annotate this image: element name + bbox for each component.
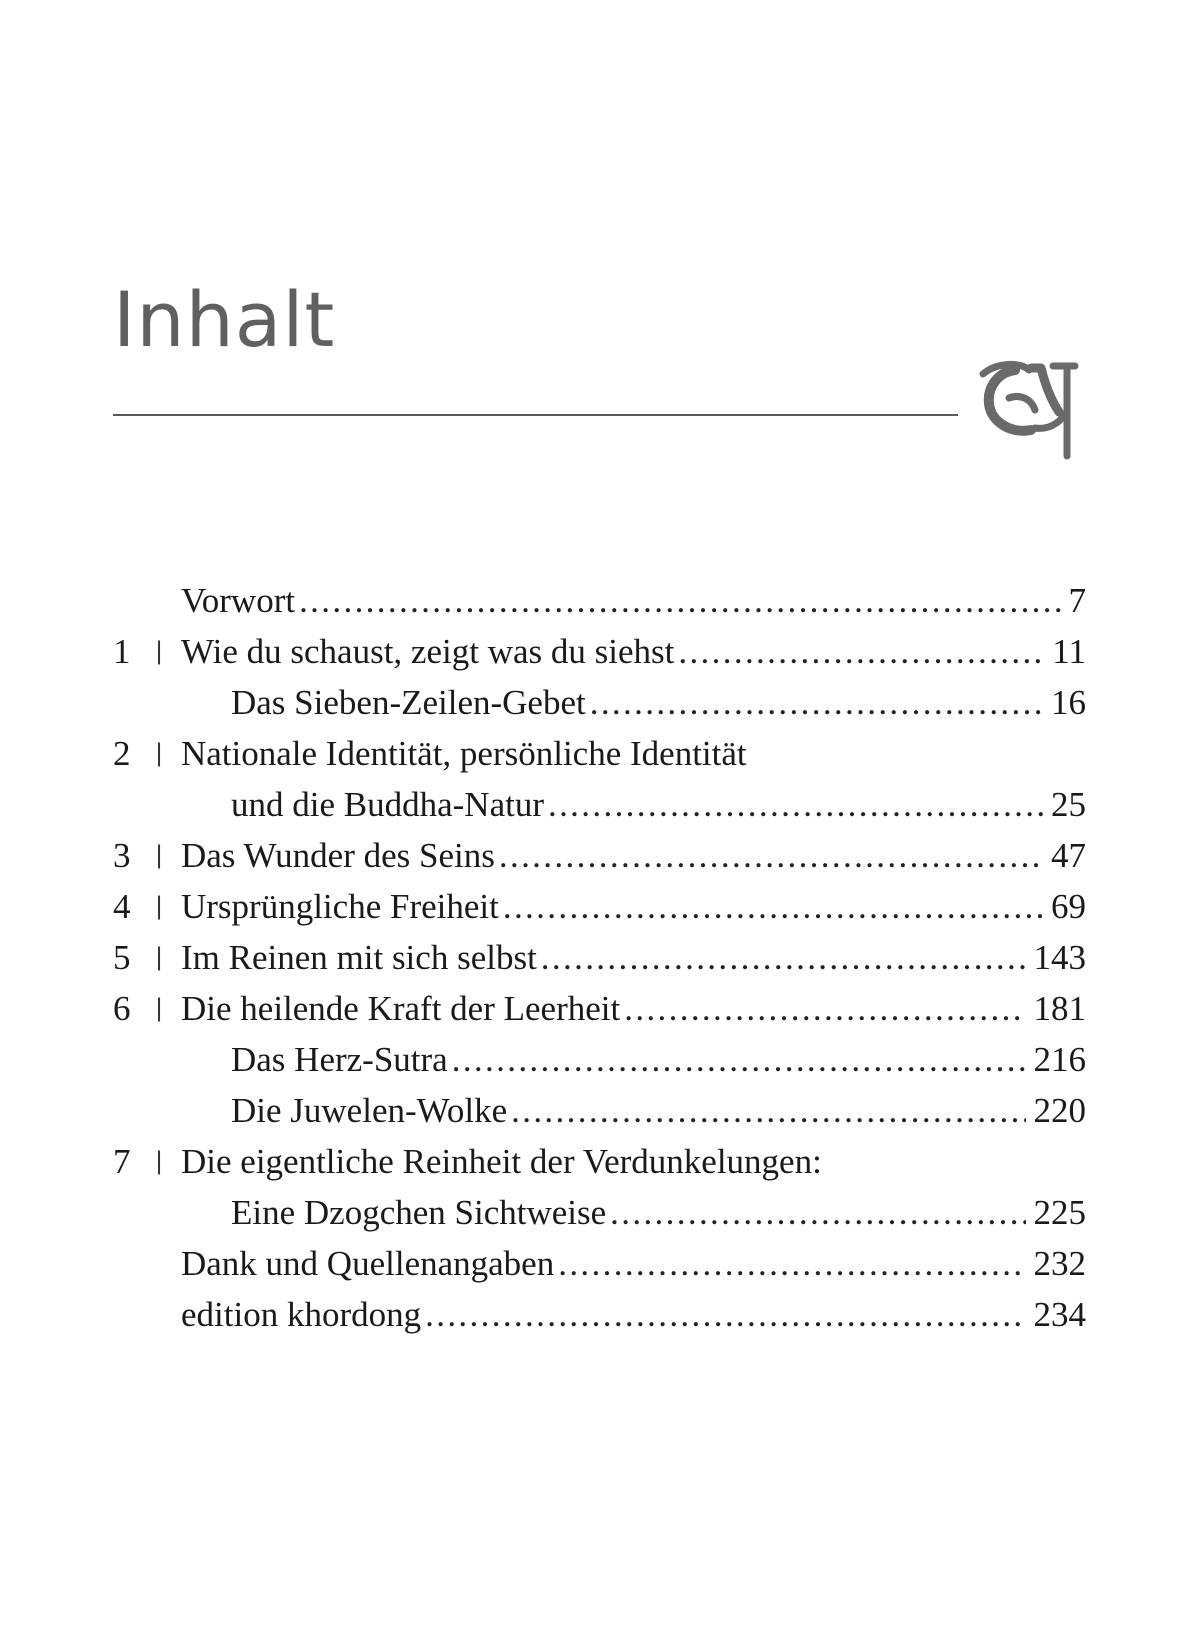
toc-entry (0, 677, 1178, 728)
dot-leader (511, 1085, 1025, 1136)
chapter-number: 3 (113, 836, 131, 875)
dot-leader (610, 1187, 1025, 1238)
table-of-contents (0, 575, 1178, 1340)
chapter-number: 4 (113, 887, 131, 926)
chapter-separator: | (154, 994, 164, 1022)
toc-entry-body (181, 881, 1086, 932)
toc-entry-title: edition khordong (181, 1295, 422, 1334)
toc-page-number: 47 (1051, 836, 1086, 875)
dot-leader (558, 1238, 1025, 1289)
toc-entry-body (181, 1136, 826, 1187)
toc-entry-title: Vorwort (181, 581, 296, 620)
toc-page-number: 216 (1033, 1040, 1086, 1079)
toc-entry (0, 1187, 1178, 1238)
toc-entry-body (231, 1187, 1086, 1238)
toc-entry-title: Ursprüngliche Freiheit (181, 887, 499, 926)
toc-entry-body (181, 983, 1086, 1034)
toc-page-number: 143 (1033, 938, 1086, 977)
dot-leader (503, 881, 1043, 932)
toc-page-number: 69 (1051, 887, 1086, 926)
tibetan-a-glyph-icon (975, 360, 1085, 462)
toc-entry-title: Nationale Identität, persönliche Identität (181, 734, 747, 773)
dot-leader (678, 626, 1044, 677)
dot-leader (590, 677, 1043, 728)
toc-page-number: 232 (1033, 1244, 1086, 1283)
toc-entry (0, 575, 1178, 626)
chapter-separator: | (154, 943, 164, 971)
toc-entry (0, 932, 1178, 983)
chapter-separator: | (154, 892, 164, 920)
toc-entry-body (181, 1238, 1086, 1289)
toc-entry (0, 1238, 1178, 1289)
toc-entry (0, 881, 1178, 932)
toc-entry-title: Das Sieben-Zeilen-Gebet (231, 683, 586, 722)
chapter-number: 6 (113, 989, 131, 1028)
chapter-number: 1 (113, 632, 131, 671)
toc-page-number: 25 (1051, 785, 1086, 824)
toc-page-number: 181 (1033, 989, 1086, 1028)
toc-entry-title: Das Herz-Sutra (231, 1040, 448, 1079)
toc-entry-title: Die eigentliche Reinheit der Verdunkelungen: (181, 1142, 822, 1181)
dot-leader (624, 983, 1025, 1034)
chapter-separator: | (154, 1147, 164, 1175)
dot-leader (452, 1034, 1026, 1085)
dot-leader (541, 932, 1026, 983)
toc-entry-body (181, 626, 1086, 677)
toc-page-number: 11 (1052, 632, 1086, 671)
toc-page-number: 225 (1033, 1193, 1086, 1232)
toc-entry (0, 1034, 1178, 1085)
toc-page-number: 16 (1051, 683, 1086, 722)
toc-entry-title: Das Wunder des Seins (181, 836, 495, 875)
page-title: Inhalt (113, 275, 336, 364)
chapter-separator: | (154, 739, 164, 767)
toc-page-number: 220 (1033, 1091, 1086, 1130)
toc-entry-body (231, 779, 1086, 830)
chapter-number: 2 (113, 734, 131, 773)
toc-entry (0, 830, 1178, 881)
toc-entry-title: und die Buddha-Natur (231, 785, 544, 824)
toc-entry-title: Die heilende Kraft der Leerheit (181, 989, 621, 1028)
toc-entry-body (181, 728, 751, 779)
dot-leader (548, 779, 1043, 830)
dot-leader (299, 575, 1060, 626)
dot-leader (425, 1289, 1025, 1340)
toc-entry-title: Im Reinen mit sich selbst (181, 938, 537, 977)
chapter-number: 5 (113, 938, 131, 977)
toc-entry (0, 1136, 1178, 1187)
toc-entry-title: Wie du schaust, zeigt was du siehst (181, 632, 675, 671)
toc-entry-body (181, 830, 1086, 881)
dot-leader (499, 830, 1043, 881)
toc-page-number: 234 (1033, 1295, 1086, 1334)
chapter-separator: | (154, 841, 164, 869)
chapter-number: 7 (113, 1142, 131, 1181)
toc-entry (0, 1085, 1178, 1136)
toc-entry-body (231, 677, 1086, 728)
toc-entry (0, 728, 1178, 779)
toc-entry-body (181, 1289, 1086, 1340)
toc-entry-body (181, 575, 1086, 626)
toc-entry (0, 1289, 1178, 1340)
toc-entry-body (181, 932, 1086, 983)
chapter-separator: | (154, 637, 164, 665)
toc-entry-title: Dank und Quellenangaben (181, 1244, 555, 1283)
toc-entry-title: Eine Dzogchen Sichtweise (231, 1193, 607, 1232)
toc-entry-body (231, 1085, 1086, 1136)
toc-page-number: 7 (1068, 581, 1086, 620)
toc-entry-body (231, 1034, 1086, 1085)
toc-entry-title: Die Juwelen-Wolke (231, 1091, 508, 1130)
toc-entry (0, 779, 1178, 830)
title-divider (113, 414, 958, 416)
toc-entry (0, 983, 1178, 1034)
toc-entry (0, 626, 1178, 677)
